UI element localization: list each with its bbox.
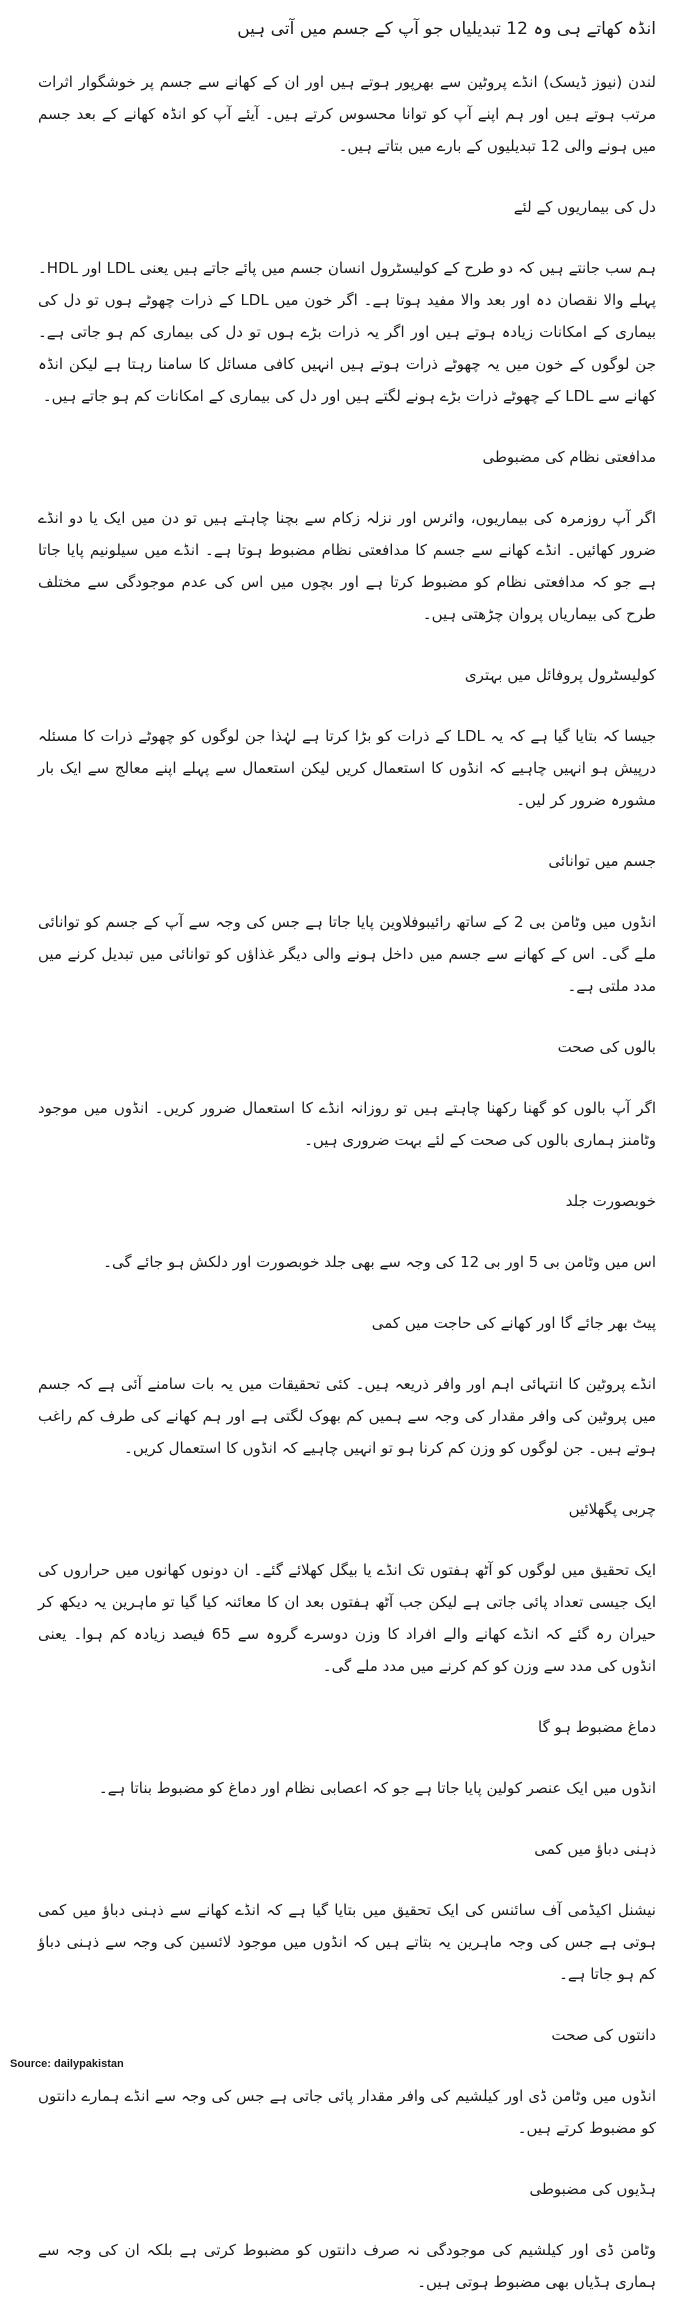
section-heading-brain: دماغ مضبوط ہو گا xyxy=(538,1718,656,1736)
section-heading-stress: ذہنی دباؤ میں کمی xyxy=(534,1840,656,1858)
section-heading-bones: ہڈیوں کی مضبوطی xyxy=(529,2180,656,2198)
section-heading-teeth: دانتوں کی صحت xyxy=(551,2026,656,2044)
section-text-heart: ہم سب جانتے ہیں کہ دو طرح کے کولیسٹرول انسان جسم میں پائے جاتے ہیں یعنی LDL اور HDL۔ پہلے والا نقصان دہ اور بعد والا مفید ہوتا ہے۔ اگر خون میں LDL کے ذرات چھوٹے ہوں تو دل کی بیماری کے امکانات زیادہ ہوتے ہیں اور اگر یہ ذرات بڑے ہوں تو دل کی بیماری کم ہو جاتی ہے۔ جن لوگوں کے خون میں یہ چھوٹے ذرات ہوتے ہیں انہیں کافی مسائل کا سامنا رہتا ہے لیکن انڈہ کھانے سے LDL کے چھوٹے ذرات بڑے ہونے لگتے ہیں اور دل کی بیماری کے امکانات کم ہو جاتے ہیں۔ xyxy=(38,259,656,405)
section-text-skin: اس میں وٹامن بی 5 اور بی 12 کی وجہ سے بھی جلد خوبصورت اور دلکش ہو جائے گی۔ xyxy=(103,1253,656,1271)
section-text-brain: انڈوں میں ایک عنصر کولین پایا جاتا ہے جو کہ اعصابی نظام اور دماغ کو مضبوط بناتا ہے۔ xyxy=(98,1779,656,1797)
section-text-appetite: انڈے پروٹین کا انتہائی اہم اور وافر ذریعہ ہیں۔ کئی تحقیقات میں یہ بات سامنے آئی ہے کہ جسم میں پروٹین کی وافر مقدار کی وجہ سے ہمیں کم بھوک لگتی ہے اور ہم کھانے کی طرف کم راغب ہوتے ہیں۔ جن لوگوں کو وزن کم کرنا ہو تو انہیں چاہیے کہ انڈوں کا استعمال کریں۔ xyxy=(38,1375,656,1457)
section-heading-heart: دل کی بیماریوں کے لئے xyxy=(513,198,656,216)
section-heading-energy: جسم میں توانائی xyxy=(548,852,656,870)
article-title: انڈہ کھاتے ہی وہ 12 تبدیلیاں جو آپ کے جسم میں آتی ہیں xyxy=(237,19,656,39)
section-heading-hair: بالوں کی صحت xyxy=(557,1038,656,1056)
section-text-teeth: انڈوں میں وٹامن ڈی اور کیلشیم کی وافر مقدار پائی جاتی ہے جس کی وجہ سے انڈے ہمارے دانتوں کو مضبوط کرتے ہیں۔ xyxy=(38,2087,656,2137)
section-heading-skin: خوبصورت جلد xyxy=(565,1192,656,1210)
section-text-cholesterol: جیسا کہ بتایا گیا ہے کہ یہ LDL کے ذرات کو بڑا کرتا ہے لہٰذا جن لوگوں کو چھوٹے ذرات کا مسئلہ درپیش ہو انہیں چاہیے کہ انڈوں کا استعمال کریں لیکن استعمال سے پہلے اپنے معالج سے ایک بار مشورہ ضرور کر لیں۔ xyxy=(38,727,656,809)
section-heading-appetite: پیٹ بھر جائے گا اور کھانے کی حاجت میں کمی xyxy=(371,1314,656,1332)
section-text-immunity: اگر آپ روزمرہ کی بیماریوں، وائرس اور نزلہ زکام سے بچنا چاہتے ہیں تو دن میں ایک یا دو انڈے ضرور کھائیں۔ انڈے کھانے سے جسم کا مدافعتی نظام مضبوط ہوتا ہے۔ انڈے میں سیلونیم پایا جاتا ہے جو کہ مدافعتی نظام کو مضبوط کرتا ہے اور بچوں میں اس کی عدم موجودگی سے مختلف طرح کی بیماریاں پروان چڑھتی ہیں۔ xyxy=(38,509,656,623)
section-text-bones: وٹامن ڈی اور کیلشیم کی موجودگی نہ صرف دانتوں کو مضبوط کرتی ہے بلکہ ان کی وجہ سے ہماری ہڈیاں بھی مضبوط ہوتی ہیں۔ xyxy=(38,2241,656,2291)
source-credit: Source: dailypakistan xyxy=(10,2058,124,2070)
article-intro: لندن (نیوز ڈیسک) انڈے پروٹین سے بھرپور ہوتے ہیں اور ان کے کھانے سے جسم پر خوشگوار اثرات مرتب ہوتے ہیں اور ہم اپنے آپ کو توانا محسوس کرتے ہیں۔ آیئے آپ کو انڈہ کھانے کے بعد جسم میں ہونے والی 12 تبدیلیوں کے بارے میں بتاتے ہیں۔ xyxy=(38,73,656,155)
section-text-fat: ایک تحقیق میں لوگوں کو آٹھ ہفتوں تک انڈے یا بیگل کھلائے گئے۔ ان دونوں کھانوں میں حراروں کی ایک جیسی تعداد پائی جاتی ہے لیکن جب آٹھ ہفتوں بعد ان کا معائنہ کیا گیا تو ماہرین یہ دیکھ کر حیران رہ گئے کہ انڈے کھانے والے افراد کا وزن دوسرے گروہ سے 65 فیصد زیادہ کم ہوا۔ یعنی انڈوں کی مدد سے وزن کو کم کرنے میں مدد ملے گی۔ xyxy=(38,1561,656,1675)
section-text-hair: اگر آپ بالوں کو گھنا رکھنا چاہتے ہیں تو روزانہ انڈے کا استعمال ضرور کریں۔ انڈوں میں موجود وٹامنز ہماری بالوں کی صحت کے لئے بہت ضروری ہیں۔ xyxy=(38,1099,656,1149)
section-text-stress: نیشنل اکیڈمی آف سائنس کی ایک تحقیق میں بتایا گیا ہے کہ انڈے کھانے سے ذہنی دباؤ میں کمی ہوتی ہے جس کی وجہ ماہرین یہ بتاتے ہیں کہ انڈوں میں موجود لائسین کی وجہ سے ذہنی دباؤ کم ہو جاتا ہے۔ xyxy=(38,1901,656,1983)
section-heading-fat: چربی پگھلائیں xyxy=(568,1500,656,1518)
section-heading-immunity: مدافعتی نظام کی مضبوطی xyxy=(482,448,656,466)
section-text-energy: انڈوں میں وٹامن بی 2 کے ساتھ رائیبوفلاوین پایا جاتا ہے جس کی وجہ سے آپ کے جسم کو توانائی ملے گی۔ اس کے کھانے سے جسم میں داخل ہونے والی دیگر غذاؤں کو توانائی میں تبدیل کرنے میں مدد ملتی ہے۔ xyxy=(38,913,656,995)
section-heading-cholesterol: کولیسٹرول پروفائل میں بہتری xyxy=(464,666,656,684)
